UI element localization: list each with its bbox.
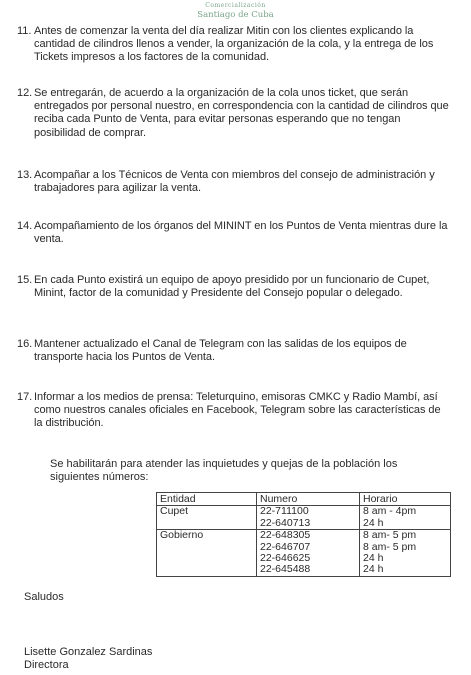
item-text: Informar a los medios de prensa: Teleturquino, emisoras CMKC y Radio Mambí, así como nuestros canales oficiales en Facebook, Telegram sobre las características de la distribución.: [34, 391, 441, 430]
item-number: 11.: [17, 25, 32, 37]
list-item: [17, 391, 452, 431]
item-number: 12.: [17, 87, 33, 99]
item-text: Mantener actualizado el Canal de Telegram con las salidas de los equipos de transporte hacia los Puntos de Venta.: [34, 338, 407, 364]
letterhead-name: Santiago de Cuba: [197, 10, 274, 20]
item-text: Se entregarán, de acuerdo a la organización de la cola unos ticket, que serán entregados por personal nuestro, en correspondencia con la cantidad de cilindros que reciba cada Punto de Venta, para evitar personas esperando que no tengan posibilidad de comprar.: [34, 87, 449, 139]
item-number: 17.: [17, 391, 33, 403]
item-text: En cada Punto existirá un equipo de apoyo presidido por un funcionario de Cupet, Minint, factor de la comunidad y Presidente del Consejo popular o delegado.: [34, 274, 430, 300]
list-item: [17, 87, 452, 140]
phone-number: 22-648305: [260, 529, 311, 542]
header-horario: Horario: [360, 493, 451, 506]
item-number: 13.: [17, 169, 33, 181]
table-row: [157, 506, 451, 530]
contacts-table: [156, 492, 451, 577]
cell-horarios: [360, 506, 451, 530]
schedule: 24 h: [363, 552, 384, 565]
item-text: Acompañamiento de los órganos del MININT en los Puntos de Venta mientras dure la venta.: [34, 220, 448, 246]
table-header-row: [157, 493, 451, 506]
closing: Saludos: [24, 591, 64, 603]
list-item: [17, 338, 452, 364]
phone-number: 22-646707: [260, 540, 311, 553]
letterhead-subtitle: Comercialización: [205, 2, 266, 9]
signer-name: Lisette Gonzalez Sardinas: [24, 646, 153, 658]
signer-title: Directora: [24, 658, 69, 671]
item-number: 15.: [17, 274, 33, 286]
phone-number: 22-645488: [260, 563, 311, 576]
letterhead: [0, 2, 471, 20]
schedule: 24 h: [363, 563, 384, 576]
item-text: Acompañar a los Técnicos de Venta con miembros del consejo de administración y trabajadores para agilizar la venta.: [34, 169, 435, 195]
schedule: 8 am- 5 pm: [363, 529, 417, 542]
header-numero: Numero: [257, 493, 360, 506]
cell-entidad: Gobierno: [157, 530, 257, 577]
item-text: Antes de comenzar la venta del día realizar Mitin con los clientes explicando la cantidad de cilindros llenos a vender, la organización de la cola, y la entrega de los Tickets impresos a los factores de la comunidad.: [34, 25, 434, 64]
phone-number: 22-711100: [260, 505, 309, 518]
list-item: [17, 169, 452, 195]
cell-entidad: Cupet: [157, 506, 257, 530]
list-item: [17, 25, 452, 65]
cell-numeros: [257, 506, 360, 530]
contacts-intro: Se habilitarán para atender las inquietudes y quejas de la población los siguientes números:: [50, 458, 398, 484]
header-entidad: Entidad: [157, 493, 257, 506]
schedule: 8 am - 4pm: [363, 505, 417, 518]
table-row: [157, 530, 451, 577]
schedule: 8 am- 5 pm: [363, 540, 417, 553]
cell-horarios: [360, 530, 451, 577]
item-number: 16.: [17, 338, 33, 350]
list-item: [17, 274, 452, 300]
signature-block: [24, 646, 152, 671]
phone-number: 22-646625: [260, 552, 311, 565]
phone-number: 22-640713: [260, 516, 311, 529]
list-item: [17, 220, 452, 246]
item-number: 14.: [17, 220, 33, 232]
cell-numeros: [257, 530, 360, 577]
schedule: 24 h: [363, 516, 384, 529]
